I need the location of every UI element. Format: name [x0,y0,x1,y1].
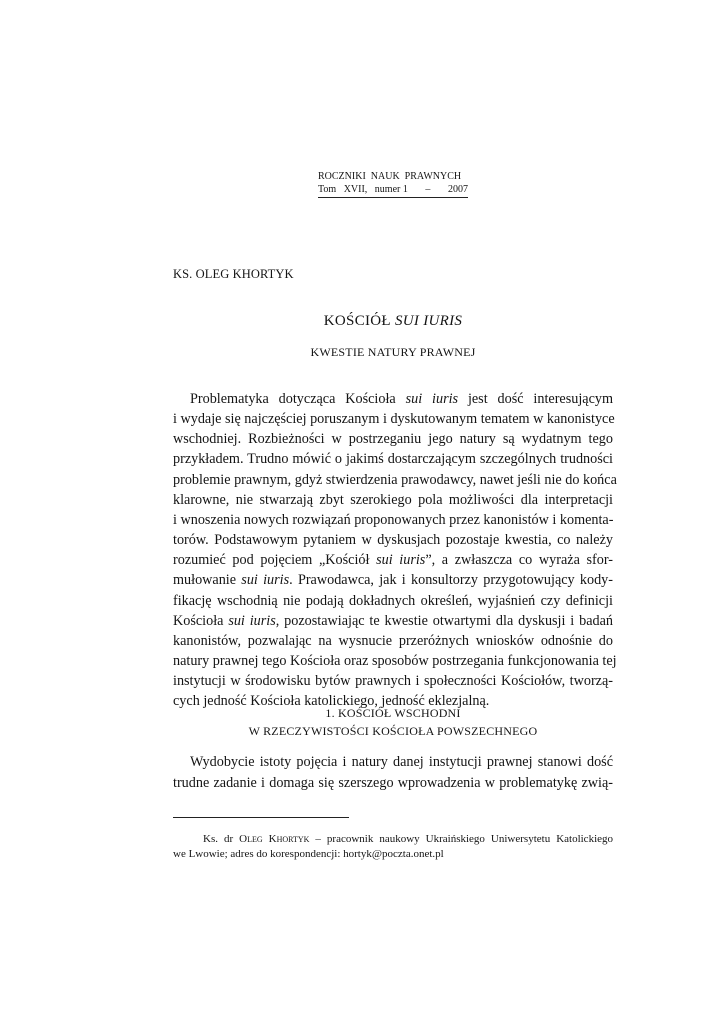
abstract-line [173,490,613,510]
abstract-line [173,470,617,490]
section-heading-line1: 1. KOŚCIÓŁ WSCHODNI [325,706,461,720]
abstract-line [173,429,613,449]
abstract-line [173,671,613,691]
abstract-line [173,449,613,469]
section-heading-line2: W RZECZYWISTOŚCI KOŚCIOŁA POWSZECHNEGO [248,724,538,738]
volume-number: Tom XVII, numer 1 [318,184,408,195]
footnote-author-name: Oleg Khortyk [239,833,310,845]
author-name: KS. OLEG KHORTYK [173,267,294,281]
abstract-line [173,611,613,631]
title-main: KOŚCIÓŁ [323,313,395,329]
footnote-rule [173,817,349,818]
text-run: jest dość interesującym [458,391,613,407]
abstract-line [173,550,613,570]
volume-dash: – [425,184,431,195]
abstract-line [173,631,613,651]
running-header [318,170,468,198]
text-run: problemie prawnym, gdyż stwierdzenia prawodawcy, nawet jeśli nie do końca [173,471,617,488]
body-line-2: trudne zadanie i domaga się szerszego wprowadzenia w problematykę zwią- [173,774,613,791]
abstract-line [173,389,613,409]
text-run: mułowanie [173,572,242,589]
text-run: Kościoła [173,612,229,629]
text-run: natury prawnej tego Kościoła oraz sposobów postrzegania funkcjonowania tej [173,653,617,670]
abstract-line [173,409,613,429]
volume-line [318,183,468,198]
article-subtitle: KWESTIE NATURY PRAWNEJ [310,345,476,359]
italic-term: sui iuris [228,612,276,629]
text-run: klarowne, nie stwarzają zbyt szerokiego pola możliwości dla interpretacji [173,491,613,508]
text-run: cych jedność Kościoła katolickiego, jedność eklezjalną. [173,693,490,710]
text-run: , pozostawiając te kwestie otwartymi dla dyskusji i badań [275,612,614,629]
text-run: kanonistów, pozwalając na wysnucie przeróżnych wniosków odnośnie do [173,632,613,649]
abstract-line [173,510,613,530]
text-run: i wydaje się najczęściej poruszanym i dyskutowanym tematem w kanonistyce [173,411,615,428]
abstract-paragraph [173,389,617,712]
footnote-line-1 [173,832,613,847]
text-run: rozumieć pod pojęciem „Kościół [173,552,377,569]
footnote-affiliation: – pracownik naukowy Ukraińskiego Uniwersytetu Katolickiego [309,833,614,845]
text-run: torów. Podstawowym pytaniem w dyskusjach pozostaje kwestia, co należy [173,532,613,549]
abstract-line [173,591,613,611]
text-run: . Prawodawca, jak i konsultorzy przygotowujący kody- [289,572,614,589]
abstract-line [173,570,613,590]
body-line-1: Wydobycie istoty pojęcia i natury danej instytucji prawnej stanowi dość [190,754,613,770]
text-run: instytucji w środowisku bytów prawnych i społeczności Kościołów, tworzą- [173,673,613,690]
text-run: Problematyka dotycząca Kościoła [190,391,406,407]
volume-year: 2007 [448,184,468,195]
article-title [173,313,613,330]
text-run: i wnoszenia nowych rozwiązań proponowanych przez kanonistów i komenta- [173,511,614,528]
journal-name: ROCZNIKI NAUK PRAWNYCH [318,171,462,182]
section-heading [173,704,613,740]
abstract-line [173,530,613,550]
italic-term: sui iuris [376,552,426,569]
title-italic: SUI IURIS [394,313,463,329]
italic-term: sui iuris [241,572,290,589]
text-run: ”, a zwłaszcza co wyraża sfor- [425,552,614,569]
body-paragraph [173,752,613,793]
footnote-line-2: we Lwowie; adres do korespondencji: hortyk@poczta.onet.pl [173,848,444,860]
italic-term: sui iuris [405,391,459,407]
footnote-prefix: Ks. dr [203,833,240,845]
text-run: przykładem. Trudno mówić o jakimś dostarczającym szczególnych trudności [173,451,613,468]
footnote [173,832,613,862]
text-run: wschodniej. Rozbieżności w postrzeganiu jego natury są wydatnym tego [173,431,613,448]
text-run: fikację wschodnią nie podają dokładnych określeń, wyjaśnień czy definicji [173,592,613,609]
abstract-line [173,651,617,671]
